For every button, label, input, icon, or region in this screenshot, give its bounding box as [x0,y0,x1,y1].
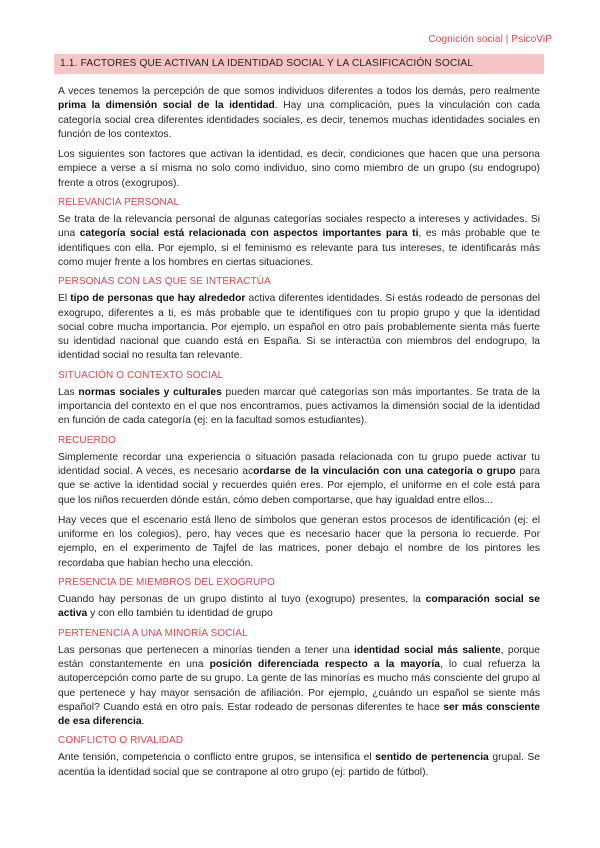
section-heading: PERTENENCIA A UNA MINORÍA SOCIAL [58,627,248,639]
factor-sections [58,197,540,780]
section-paragraph [58,514,540,571]
intro-paragraph-2 [58,148,540,191]
section-heading: PRESENCIA DE MIEMBROS DEL EXOGRUPO [58,577,275,589]
bold-text: normas sociales y culturales [78,386,222,398]
page-header: Cognición social | PsicoViP [428,34,552,45]
text-run: Ante tensión, competencia o conflicto entre grupos, se intensifica el [58,752,376,764]
section-paragraph [58,751,540,780]
text-run: , lo cual refuerza la autopercepción como parte de su grupo. La gente de las minorías es mucho más consciente del grupo al que pertenece y hay mayor sensación de afiliación. Por ejemplo, ¿cuándo un español se siente más español? Cuando está en otro país. Estar rodeado de personas diferentes te hace [58,658,540,713]
text-run: Simplemente recordar una experiencia o situación pasada relacionada con tu grupo puede activar tu identidad social. A veces, es necesario ac [58,451,540,477]
section-paragraph [58,292,540,363]
document-body [58,85,540,786]
section-paragraph [58,386,540,429]
text-run: Hay veces que el escenario está lleno de símbolos que generan estos procesos de identificación (ej: el uniforme en los colegios), pero, hay veces que es necesario hacer que la persona lo recuerde. Por ejemplo, en el experimento de Tajfel de las matrices, poner debajo el nombre de los pintores les recordaba que habían hecho una elección. [58,514,540,569]
bold-text: ser más consciente de esa diferencia [58,701,540,728]
bold-text: categoría social está relacionada con aspectos importantes para ti [79,228,419,240]
text-run: Las [58,386,79,398]
text-run: El [58,293,71,305]
text-run: , porque están constantemente en una [58,644,540,670]
text-run: y con ello también tu identidad de grupo [87,608,273,620]
text-run: . Hay una complicación, pues la vinculación con cada categoría social crea diferentes identidades sociales, es decir, tenemos muchas identidades sociales en función de los contextos. [58,100,540,140]
text-run: para que se active la identidad social y recuerdes quién eres. Por ejemplo, el uniforme en el cole está para que los niños recuerden dónde están, cómo deben comportarse, que hay igualdad entre ellos... [58,465,540,506]
text-run: Las personas que pertenecen a minorías tienden a tener una [58,644,354,656]
bold-text: ordarse de la vinculación con una categoría o grupo [253,465,516,477]
text-run: grupal. Se acentúa la identidad social que se contrapone al otro grupo (ej: partido de fútbol). [58,752,540,778]
text-run: . [141,716,145,728]
bold-text: sentido de pertenencia [375,752,489,764]
section-paragraph [58,213,540,270]
text-run: Los siguientes son factores que activan la identidad, es decir, condiciones que hacen que una persona empiece a verse a sí misma no solo como individuo, sino como miembro de un grupo (su endogrupo) frente a otros (exogrupos). [58,149,540,189]
bold-text: identidad social más saliente [353,644,501,656]
text-run: , es más probable que te identifiques con ella. Por ejemplo, si el feminismo es relevante para tus intereses, te identificarás más como mujer frente a los hombres en ciertas situaciones. [58,228,540,268]
text-run: Cuando hay personas de un grupo distinto al tuyo (exogrupo) presentes, la [58,594,426,606]
bold-text: posición diferenciada respecto a la mayoría [209,658,440,670]
section-paragraph [58,593,540,622]
bold-text: comparación social se activa [58,594,540,620]
section-heading: SITUACIÓN O CONTEXTO SOCIAL [58,369,224,381]
section-paragraph [58,451,540,508]
section-heading: CONFLICTO O RIVALIDAD [58,735,184,747]
section-title: 1.1. FACTORES QUE ACTIVAN LA IDENTIDAD SOCIAL Y LA CLASIFICACIÓN SOCIAL [54,54,544,74]
section-heading: PERSONAS CON LAS QUE SE INTERACTÚA [58,276,271,288]
section-heading: RECUERDO [58,434,117,446]
section-heading: RELEVANCIA PERSONAL [58,197,180,209]
bold-text: prima la dimensión social de la identidad [58,100,275,112]
intro-paragraph-1 [58,85,540,142]
text-run: A veces tenemos la percepción de que somos individuos diferentes a todos los demás, pero realmente [58,86,540,97]
text-run: activa diferentes identidades. Si estás rodeado de personas del exogrupo, diferentes a ti, es más probable que te identifiques con tu propio grupo y que la identidad social cobre mucha importancia. Por ejemplo, un español en otro país probablemente sienta más fuerte su identidad nacional que cuando está en España. Si se interactúa con miembros del endogrupo, la identidad social no resulta tan relevante. [58,293,540,362]
text-run: pueden marcar qué categorías son más importantes. Se trata de la importancia del contexto en el que nos encontramos, pues activamos la dimensión social de la identidad en función de cada categoría (ej: en la facultad somos estudiantes). [58,386,540,427]
text-run: Se trata de la relevancia personal de algunas categorías sociales respecto a intereses y actividades. Si una [58,214,540,240]
bold-text: tipo de personas que hay alrededor [70,293,246,305]
section-paragraph [58,644,540,730]
